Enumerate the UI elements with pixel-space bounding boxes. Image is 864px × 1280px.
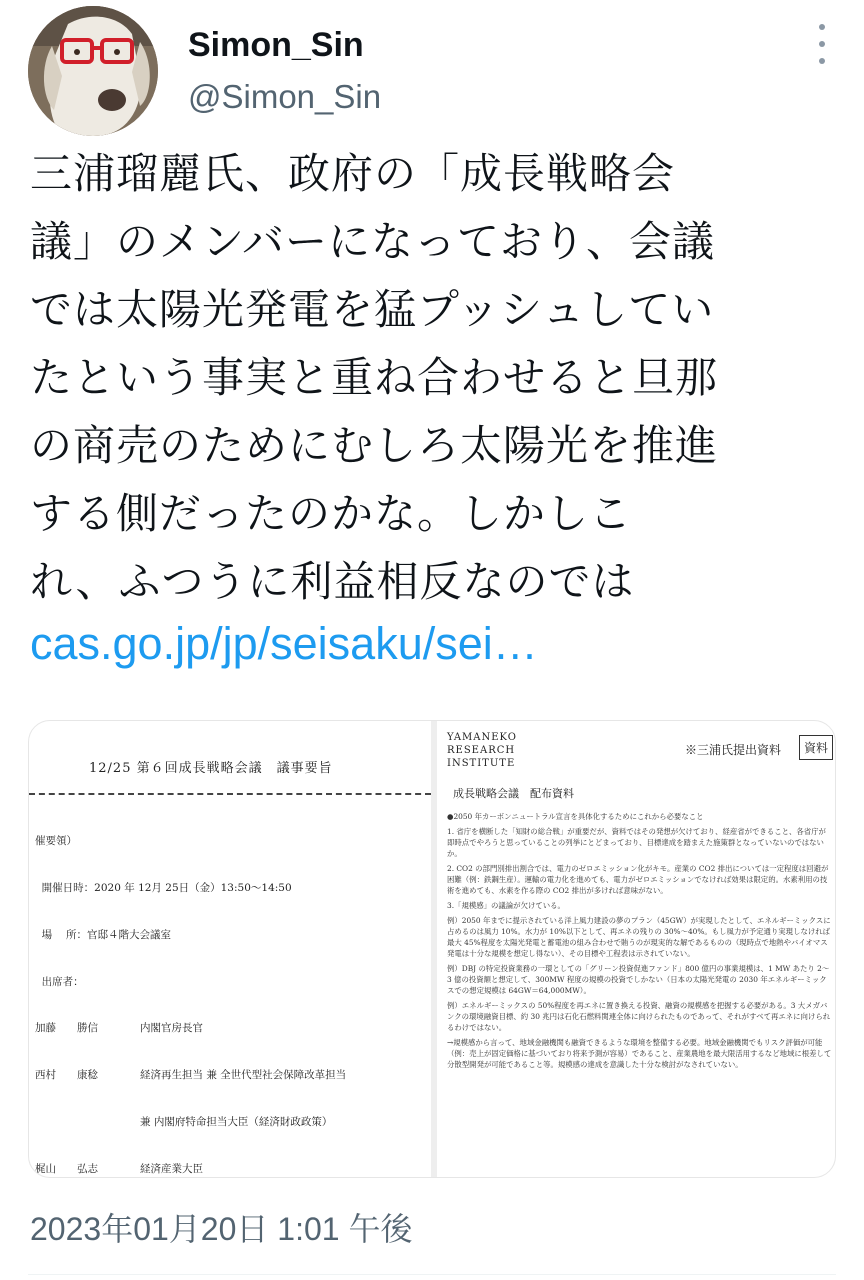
doc-line: 開催日時：2020 年 12月 25日（金）13:50～14:50: [35, 881, 292, 894]
tweet-line: の商売のためにむしろ太陽光を推進: [30, 421, 719, 470]
tweet-line: 三浦瑠麗氏、政府の「成長戦略会: [30, 149, 676, 198]
tweet-line: では太陽光発電を猛プッシュしてい: [30, 285, 715, 334]
doc-paragraph: 2. CO2 の部門別排出割合では、電力のゼロエミッション化がキモ。産業の CO2 排出については一定程度は回避が困難（例：鉄鋼生産）。運輸の電力化を進めても、電力がゼロエミッションでなければ効果は限定的。水素利用の技術を進めても、水素を作る際の CO2 排出が多ければ意味がない。: [447, 864, 829, 895]
more-dot: [819, 41, 825, 47]
document-badge: 資料: [799, 735, 833, 760]
doc-paragraph: 例）エネルギーミックスの 50%程度を再エネに置き換える投資、融資の規模感を把握する必要がある。3 大メガバンクの環境融資目標、約 30 兆円は石化石燃料関連全体に向けられたものであって、それがすべて再エネに向けられるわけではない。: [447, 1001, 831, 1032]
tweet-line: する側だったのかな。しかしこ: [30, 489, 633, 538]
tweet-text: [30, 140, 840, 616]
media-image-handout[interactable]: [437, 721, 836, 1178]
doc-line: 西村 康稔 経済再生担当 兼 全世代型社会保障改革担当: [35, 1069, 347, 1082]
tweet-link[interactable]: cas.go.jp/jp/seisaku/sei…: [30, 618, 538, 669]
tweet-line: たという事実と重ね合わせると旦那: [30, 353, 719, 402]
doc-title: 12/25 第６回成長戦略会議 議事要旨: [89, 761, 333, 776]
logo-line: YAMANEKO: [447, 732, 517, 743]
author-avatar[interactable]: [28, 6, 158, 136]
doc-divider: [29, 793, 431, 795]
doc-paragraph: 例）DBJ の特定投資業務の一環としての「グリーン投資促進ファンド」800 億円の事業規模は、1 MW あたり 2～3 億の投資額と想定して、300MW 程度の規模の投資でしかない（日本の太陽光発電の 2030 年エネルギーミックスでの想定規模は 64GW＝64,000MW）。: [447, 964, 830, 995]
doc-paragraph: →規模感から言って、地域金融機関も融資できるような環境を整備する必要。地域金融機関でもリスク評価が可能（例：売上が固定価格に基づいており将来予測が容易）であること、産業農地を最大限活用するなど地域に根差して分散型開発が可能であること等。規模感の達成を意識した十分な検討がなされていない。: [447, 1038, 832, 1069]
author-display-name[interactable]: Simon_Sin: [188, 26, 364, 64]
doc-paragraph: 3.「規模感」の議論が欠けている。: [447, 901, 565, 910]
media-image-meeting-summary[interactable]: [29, 721, 431, 1178]
doc-body: [447, 811, 833, 1074]
divider: [28, 1274, 836, 1275]
more-dot: [819, 58, 825, 64]
tweet-timestamp[interactable]: 2023年01月20日 1:01 午後: [30, 1211, 413, 1247]
doc-paragraph: 1. 省庁を横断した「知財の総合戦」が重要だが、資料ではその発想が欠けており、経産省ができること、各省庁が即時点でやろうと思っていることの列挙にとどまっており、目標達成を踏まえた施策群となっていないのではないか。: [447, 827, 826, 858]
more-options-icon[interactable]: [812, 24, 832, 64]
tweet-line: れ、ふつうに利益相反なのでは: [30, 557, 635, 606]
media-attachment[interactable]: [28, 720, 836, 1178]
doc-line: 梶山 弘志 経済産業大臣: [35, 1162, 203, 1175]
doc-line: 加藤 勝信 内閣官房長官: [35, 1022, 203, 1035]
doc-body: [35, 803, 379, 1178]
doc-paragraph: ●2050 年カーボンニュートラル宣言を具体化するためにこれから必要なこと: [447, 812, 704, 821]
institute-logo: [447, 731, 517, 770]
doc-line: 場 所：官邸４階大会議室: [35, 928, 172, 941]
more-dot: [819, 24, 825, 30]
doc-line: 出席者：: [35, 975, 84, 988]
doc-line: 催要領）: [35, 835, 77, 848]
dog-avatar-icon: [28, 6, 158, 136]
logo-line: INSTITUTE: [447, 758, 516, 769]
logo-line: RESEARCH: [447, 745, 516, 756]
tweet-header: [28, 6, 836, 136]
source-label: ※三浦氏提出資料: [685, 743, 782, 757]
doc-paragraph: 例）2050 年までに提示されている洋上風力建設の夢のプラン（45GW）が実現したとして、エネルギーミックスに占めるのは風力 10%。水力が 10%以下として、再エネの残りの 30%～40%。もし風力が予定通り実現しなければ最大 45%程度を太陽光発電と蓄電池の組み合わせで賄うのが現実的な解であるものの（現時点で地熱やバイオマス発電は十分な規模を想定し得ない）、その目標や工程表は示されていない。: [447, 916, 831, 958]
doc-line: 兼 内閣府特命担当大臣（経済財政政策）: [35, 1115, 333, 1128]
author-handle[interactable]: @Simon_Sin: [188, 78, 382, 115]
tweet-line: 議」のメンバーになっており、会議: [30, 217, 716, 266]
doc-subtitle: 成長戦略会議 配布資料: [453, 787, 574, 800]
